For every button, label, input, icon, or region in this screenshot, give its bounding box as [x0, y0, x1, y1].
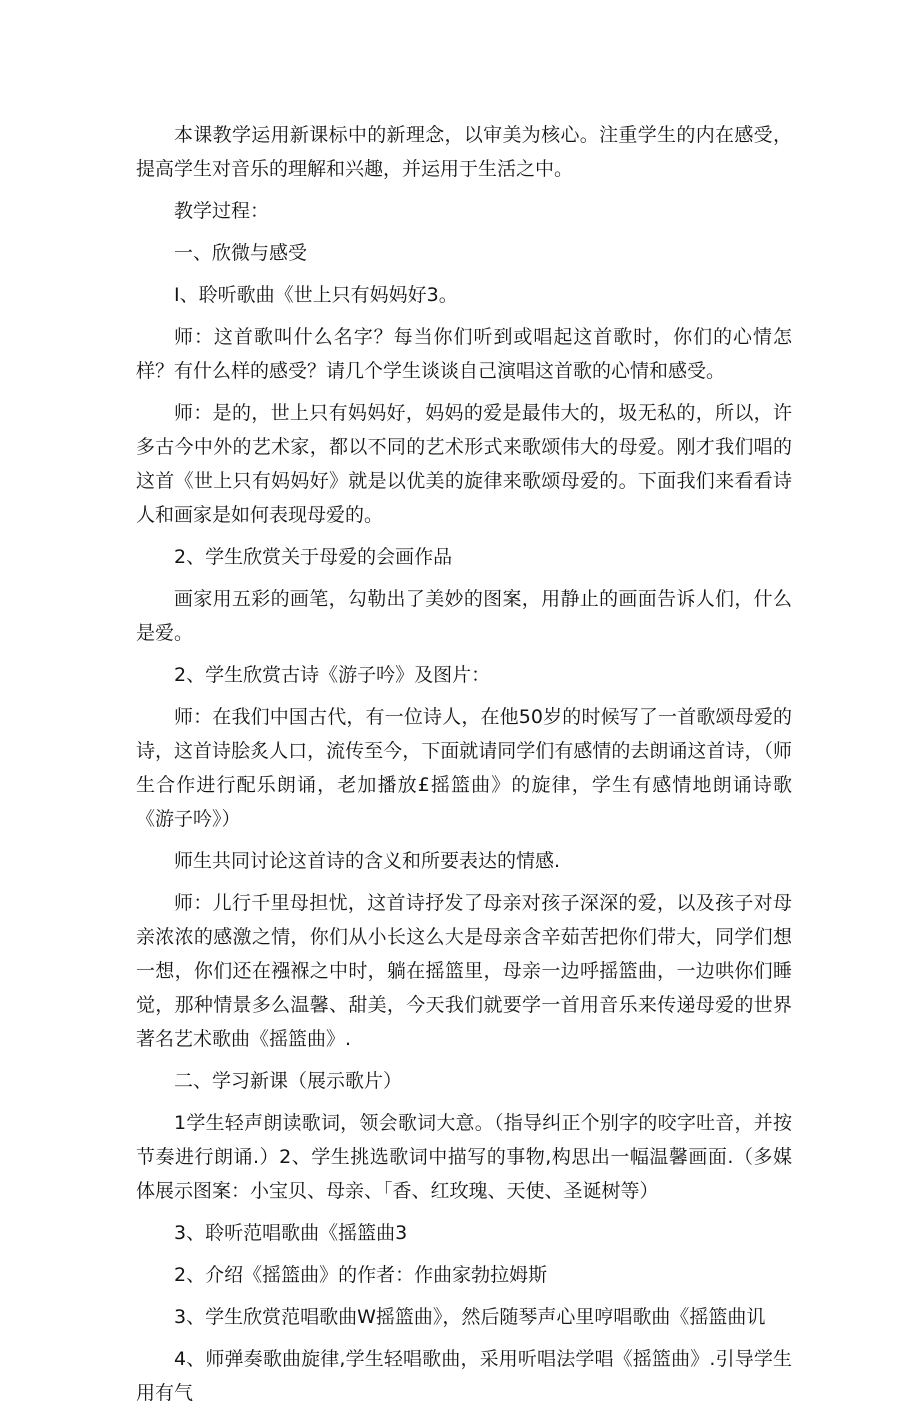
step-listen-model-singing: 3、聆听范唱歌曲《摇篮曲3: [174, 1222, 408, 1244]
paragraph-teacher-lullaby-intro: 师：儿行千里母担忧，这首诗抒发了母亲对孩子深深的爱，以及孩子对母亲浓浓的感激之情，你们从小长这么大是母亲含辛茹苦把你们带大，同学们想一想，你们还在襁褓之中时，躺在摇篮里，母亲一边呼摇篮曲，一边哄你们睡觉，那种情景多么温馨、甜美，今天我们就要学一首用音乐来传递母爱的世界著名艺术歌曲《摇篮曲》.: [136, 892, 792, 1050]
step-teacher-plays-melody: 4、师弹奏歌曲旋律,学生轻唱歌曲，采用听唱法学唱《摇篮曲》.引导学生用有气: [136, 1348, 792, 1404]
paragraph-teacher-poem: 师：在我们中国古代，有一位诗人，在他50岁的时候写了一首歌颂母爱的诗，这首诗脍炙人口，流传至今，下面就请同学们有感情的去朗诵这首诗，（师生合作进行配乐朗诵，老加播放£摇篮曲》的旋律，学生有感情地朗诵诗歌《游子吟》）: [136, 706, 792, 830]
paragraph-teaching-process-heading: 教学过程：: [174, 200, 270, 222]
document-body: [136, 118, 792, 1418]
step-appreciate-poem: 2、学生欣赏古诗《游子吟》及图片：: [174, 664, 491, 686]
step-introduce-composer: 2、介绍《摇篮曲》的作者：作曲家勃拉姆斯: [174, 1264, 548, 1286]
step-appreciate-paintings: 2、学生欣赏关于母爱的会画作品: [174, 546, 453, 568]
section-heading-appreciation: 一、欣微与感受: [174, 242, 308, 264]
section-heading-new-lesson: 二、学习新课（展示歌片）: [174, 1070, 403, 1092]
step-listen-song: I、聆听歌曲《世上只有妈妈好3。: [174, 284, 458, 306]
paragraph-intro: 本课教学运用新课标中的新理念，以审美为核心。注重学生的内在感受，提高学生对音乐的理解和兴趣，并运用于生活之中。: [136, 124, 792, 180]
paragraph-painter: 画家用五彩的画笔，勾勒出了美妙的图案，用静止的画面告诉人们，什么是爱。: [136, 588, 792, 644]
paragraph-read-lyrics: 1学生轻声朗读歌词，领会歌词大意。（指导纠正个别字的咬字吐音，并按节奏进行朗诵.）2、学生挑选歌词中描写的事物,构思出一幅温馨画面.（多媒体展示图案：小宝贝、母亲、「香、红玫瑰、天使、圣诞树等）: [136, 1112, 792, 1202]
paragraph-teacher-question: 师：这首歌叫什么名字？每当你们听到或唱起这首歌时，你们的心情怎样？有什么样的感受？请几个学生谈谈自己演唱这首歌的心情和感受。: [136, 326, 792, 382]
step-appreciate-model-singing: 3、学生欣赏范唱歌曲W摇篮曲》，然后随琴声心里哼唱歌曲《摇篮曲讥: [174, 1306, 766, 1328]
paragraph-teacher-mother-love: 师：是的，世上只有妈妈好，妈妈的爱是最伟大的，圾无私的，所以，许多古今中外的艺术家，都以不同的艺术形式来歌颂伟大的母爱。刚才我们唱的这首《世上只有妈妈好》就是以优美的旋律来歌颂母爱的。下面我们来看看诗人和画家是如何表现母爱的。: [136, 402, 792, 526]
paragraph-discussion: 师生共同讨论这首诗的含义和所要表达的情感.: [174, 850, 561, 872]
